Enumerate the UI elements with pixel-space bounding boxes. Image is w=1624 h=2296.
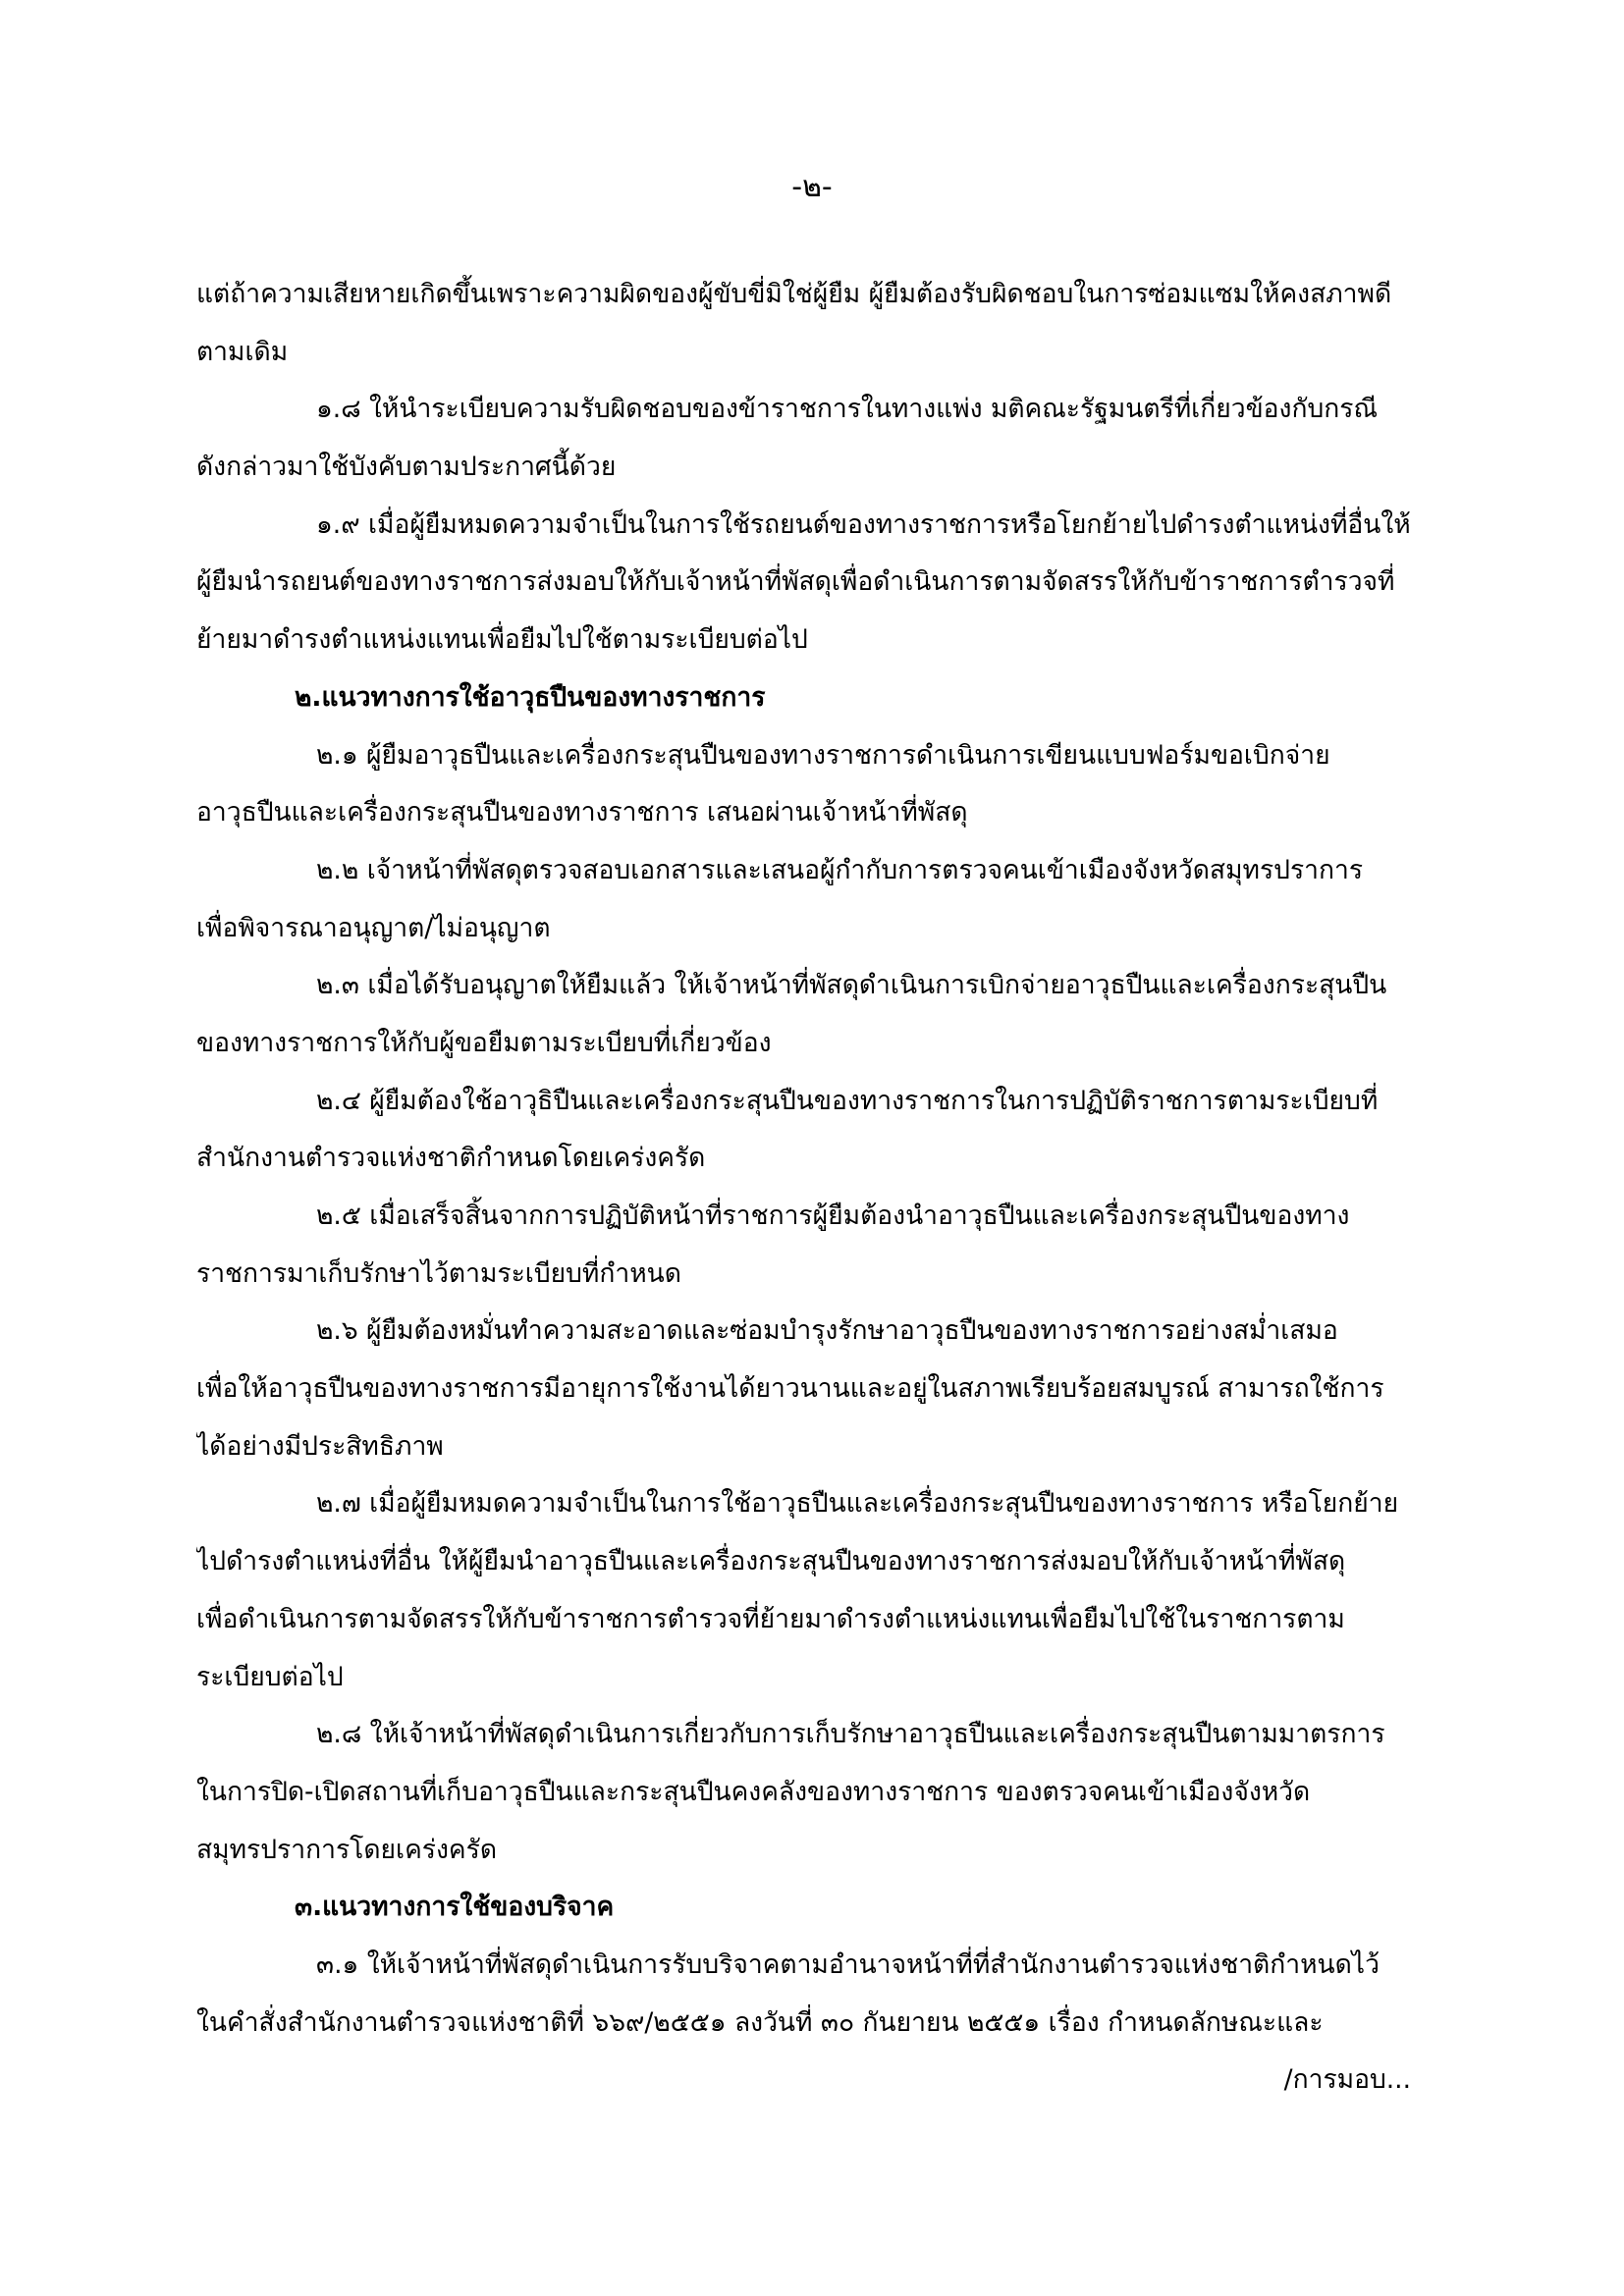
paragraph-line: ของทางราชการให้กับผู้ขอยืมตามระเบียบที่เกี่ยวข้อง [196, 1027, 772, 1058]
paragraph-line: เพื่อดำเนินการตามจัดสรรให้กับข้าราชการตำรวจที่ย้ายมาดำรงตำแหน่งแทนเพื่อยืมไปใช้ในราชการตาม [196, 1603, 1345, 1634]
paragraph-line: ย้ายมาดำรงตำแหน่งแทนเพื่อยืมไปใช้ตามระเบียบต่อไป [196, 624, 808, 656]
item-first-line: ๑.๙ เมื่อผู้ยืมหมดความจำเป็นในการใช้รถยนต์ของทางราชการหรือโยกย้ายไปดำรงตำแหน่งที่อื่นให้ [316, 508, 1411, 540]
item-first-line: ๑.๘ ให้นำระเบียบความรับผิดชอบของข้าราชการในทางแพ่ง มติคณะรัฐมนตรีที่เกี่ยวข้องกับกรณี [316, 394, 1379, 425]
item-first-line: ๒.๗ เมื่อผู้ยืมหมดความจำเป็นในการใช้อาวุธปืนและเครื่องกระสุนปืนของทางราชการ หรือโยกย้าย [316, 1488, 1399, 1520]
item-first-line: ๓.๑ ให้เจ้าหน้าที่พัสดุดำเนินการรับบริจาคตามอำนาจหน้าที่ที่สำนักงานตำรวจแห่งชาติกำหนดไว้ [316, 1949, 1380, 1980]
paragraph-line: แต่ถ้าความเสียหายเกิดขึ้นเพราะความผิดของผู้ขับขี่มิใช่ผู้ยืม ผู้ยืมต้องรับผิดชอบในการซ่อมแซมให้คงสภาพดี [196, 279, 1392, 309]
item-first-line: ๒.๘ ให้เจ้าหน้าที่พัสดุดำเนินการเกี่ยวกับการเก็บรักษาอาวุธปืนและเครื่องกระสุนปืนตามมาตรการ [316, 1719, 1385, 1750]
paragraph-line: ได้อย่างมีประสิทธิภาพ [196, 1430, 444, 1462]
paragraph-line: อาวุธปืนและเครื่องกระสุนปืนของทางราชการ เสนอผ่านเจ้าหน้าที่พัสดุ [196, 797, 968, 828]
paragraph-line: ดังกล่าวมาใช้บังคับตามประกาศนี้ด้วย [196, 452, 617, 483]
item-first-line: ๒.๑ ผู้ยืมอาวุธปืนและเครื่องกระสุนปืนของทางราชการดำเนินการเขียนแบบฟอร์มขอเบิกจ่าย [316, 739, 1330, 771]
paragraph-line: ในการปิด-เปิดสถานที่เก็บอาวุธปืนและกระสุนปืนคงคลังของทางราชการ ของตรวจคนเข้าเมืองจังหวัด [196, 1776, 1311, 1807]
paragraph-line: ผู้ยืมนำรถยนต์ของทางราชการส่งมอบให้กับเจ้าหน้าที่พัสดุเพื่อดำเนินการตามจัดสรรให้กับข้าราชการตำรวจที่ [196, 566, 1395, 598]
section-heading: ๓.แนวทางการใช้ของบริจาค [295, 1892, 615, 1923]
paragraph-line: ในคำสั่งสำนักงานตำรวจแห่งชาติที่ ๖๖๙/๒๕๕๑ ลงวันที่ ๓๐ กันยายน ๒๕๕๑ เรื่อง กำหนดลักษณะและ [196, 2006, 1324, 2038]
paragraph-line: สมุทรปราการโดยเคร่งครัด [196, 1834, 497, 1865]
paragraph-line: เพื่อพิจารณาอนุญาต/ไม่อนุญาต [196, 912, 551, 943]
paragraph-line: ระเบียบต่อไป [196, 1661, 344, 1692]
continuation-marker: /การมอบ... [1283, 2064, 1411, 2096]
item-first-line: ๒.๓ เมื่อได้รับอนุญาตให้ยืมแล้ว ให้เจ้าหน้าที่พัสดุดำเนินการเบิกจ่ายอาวุธปืนและเครื่องกระสุนปืน [316, 970, 1387, 1001]
item-first-line: ๒.๖ ผู้ยืมต้องหมั่นทำความสะอาดและซ่อมบำรุงรักษาอาวุธปืนของทางราชการอย่างสม่ำเสมอ [316, 1315, 1338, 1347]
paragraph-line: ตามเดิม [196, 336, 289, 367]
item-first-line: ๒.๒ เจ้าหน้าที่พัสดุตรวจสอบเอกสารและเสนอผู้กำกับการตรวจคนเข้าเมืองจังหวัดสมุทรปราการ [316, 854, 1364, 885]
page-number: -๒- [791, 170, 833, 204]
paragraph-line: ไปดำรงตำแหน่งที่อื่น ให้ผู้ยืมนำอาวุธปืนและเครื่องกระสุนปืนของทางราชการส่งมอบให้กับเจ้าหน้าที่พัสดุ [196, 1546, 1346, 1577]
item-first-line: ๒.๕ เมื่อเสร็จสิ้นจากการปฏิบัติหน้าที่ราชการผู้ยืมต้องนำอาวุธปืนและเครื่องกระสุนปืนของทาง [316, 1201, 1350, 1231]
paragraph-line: สำนักงานตำรวจแห่งชาติกำหนดโดยเคร่งครัด [196, 1143, 706, 1174]
paragraph-line: เพื่อให้อาวุธปืนของทางราชการมีอายุการใช้งานได้ยาวนานและอยู่ในสภาพเรียบร้อยสมบูรณ์ สามารถใช้การ [196, 1373, 1384, 1405]
document-body [196, 266, 1434, 2109]
item-first-line: ๒.๔ ผู้ยืมต้องใช้อาวุธิปืนและเครื่องกระสุนปืนของทางราชการในการปฏิบัติราชการตามระเบียบที่ [316, 1085, 1379, 1116]
paragraph-line: ราชการมาเก็บรักษาไว้ตามระเบียบที่กำหนด [196, 1257, 681, 1289]
section-heading: ๒.แนวทางการใช้อาวุธปืนของทางราชการ [295, 681, 766, 713]
